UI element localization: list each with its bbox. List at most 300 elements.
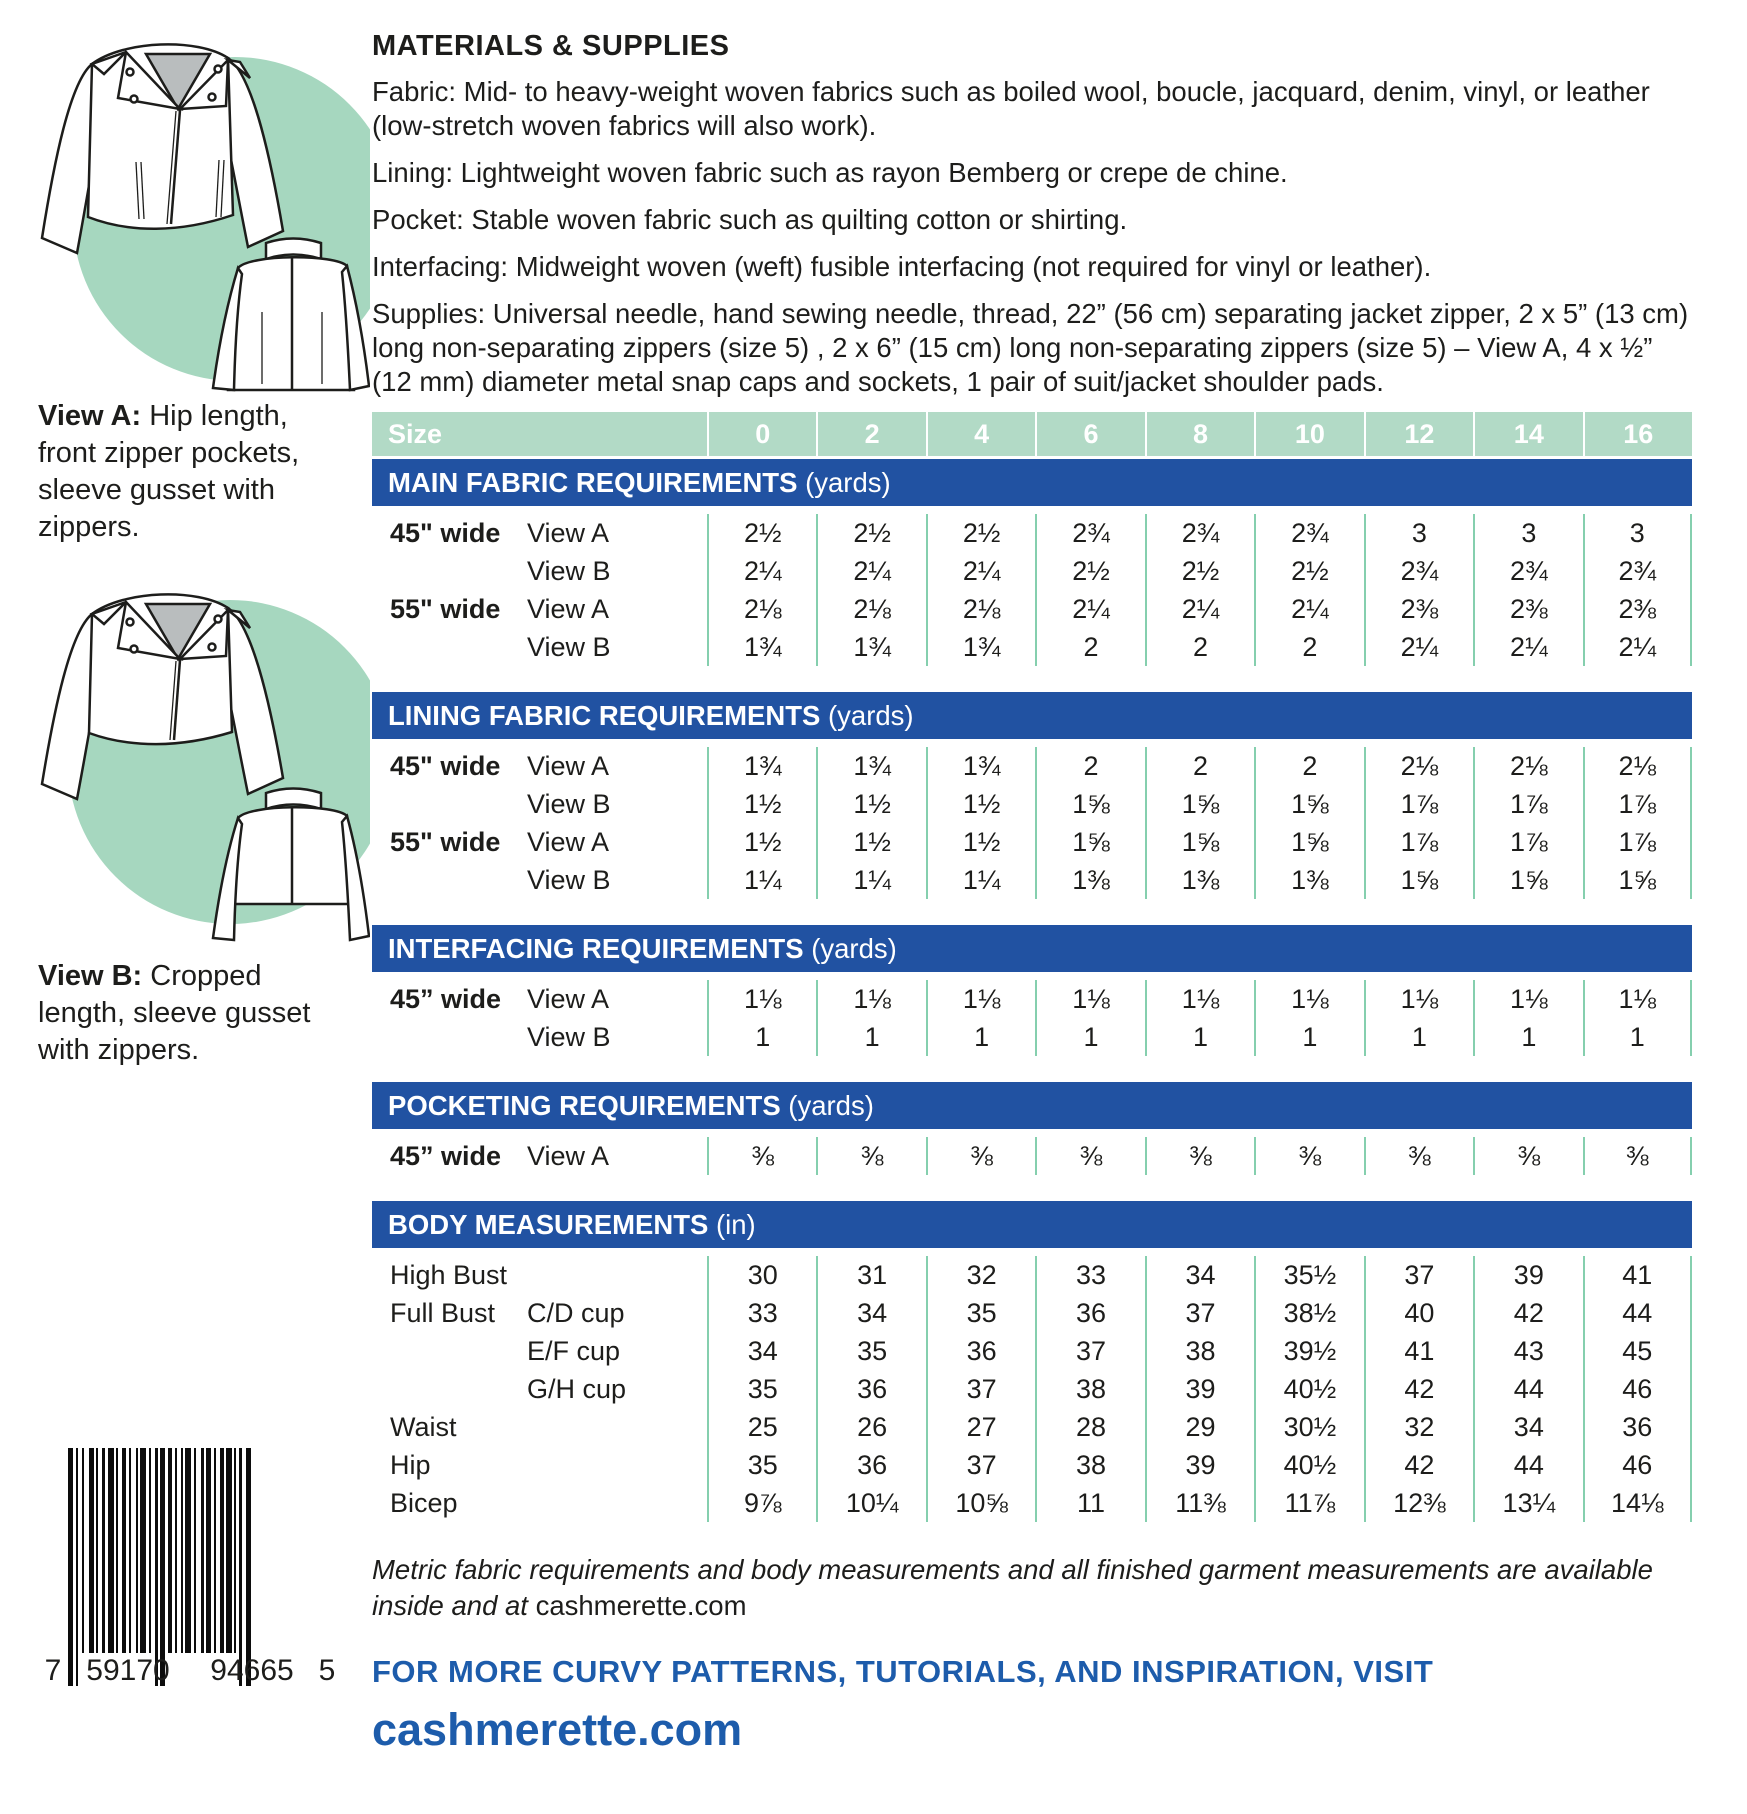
row-label [372,1370,527,1408]
size-column-label: 2 [816,412,925,456]
table-row [372,1370,1692,1408]
size-column-label: 6 [1035,412,1144,456]
table-cell: 1¼ [816,861,925,899]
barcode-bars [68,1448,251,1688]
barcode-bar [68,1448,73,1686]
table-row [372,590,1692,628]
table-cell: 2¾ [1473,552,1582,590]
table-cell: 31 [816,1256,925,1294]
row-label [372,552,527,590]
table-rows [372,514,1692,666]
table-cell: 1 [926,1018,1035,1056]
table-cell: 1½ [926,823,1035,861]
table-cell: 44 [1473,1446,1582,1484]
materials-title: MATERIALS & SUPPLIES [372,30,730,62]
table-cell: 34 [1473,1408,1582,1446]
table-cell: 1⅛ [816,980,925,1018]
table-cell: 2¼ [1035,590,1144,628]
row-label [372,861,527,899]
table-cell: 1 [1145,1018,1254,1056]
table-row [372,1484,1692,1522]
table-cell: 1⅝ [1473,861,1582,899]
table-cell: 35½ [1254,1256,1363,1294]
table-cell: 35 [707,1446,816,1484]
metric-footnote [372,1552,1692,1624]
table-cell: 1⅛ [1145,980,1254,1018]
table-cell: 9⅞ [707,1484,816,1522]
table-cell: ⅜ [1145,1137,1254,1175]
table-cell: 1⅝ [1254,823,1363,861]
table-cell: 3 [1473,514,1582,552]
footnote-italic-text: Metric fabric requirements and body measurements and all finished garment measurements are available inside and at [372,1554,1653,1621]
barcode-digit: 5 [318,1654,336,1687]
size-column-label: 10 [1254,412,1363,456]
view-b-caption [38,958,348,1069]
table-cell: 11 [1035,1484,1144,1522]
barcode-bar [136,1448,138,1653]
pocket-paragraph: Pocket: Stable woven fabric such as quilting cotton or shirting. [372,204,1128,235]
row-label: 45” wide [390,1141,502,1171]
table-cell: 2½ [926,514,1035,552]
table-cell: 42 [1364,1446,1473,1484]
table-cell: 2½ [1035,552,1144,590]
table-cell: 2¾ [1583,552,1692,590]
jacket-view-b-drawing [30,552,370,942]
table-cell: 39 [1145,1370,1254,1408]
table-cell: 2¾ [1035,514,1144,552]
table-cell: 2½ [707,514,816,552]
table-cell: 12⅜ [1364,1484,1473,1522]
table-cell: 44 [1473,1370,1582,1408]
table-cell: 2⅜ [1364,590,1473,628]
barcode-bar [168,1448,172,1653]
table-cell: 10¼ [816,1484,925,1522]
table-cell: 2 [1035,747,1144,785]
table-row [372,861,1692,899]
table-rows [372,1256,1692,1522]
barcode-bar [185,1448,191,1653]
barcode-bar [160,1448,165,1686]
size-column-label: 0 [707,412,816,456]
table-cell: 36 [816,1370,925,1408]
table-cell: 2¼ [1583,628,1692,666]
row-sublabel: View A [527,751,610,781]
barcode-bar [108,1448,114,1653]
table-cell: 40 [1364,1294,1473,1332]
table-cell: 1⅞ [1583,823,1692,861]
table-cell: 2⅛ [707,590,816,628]
table-title: MAIN FABRIC REQUIREMENTS [388,467,798,498]
table-cell: 43 [1473,1332,1582,1370]
table-cell: 25 [707,1408,816,1446]
table-cell: 37 [1145,1294,1254,1332]
materials-and-tables-column [372,30,1692,1756]
supplies-paragraph: Supplies: Universal needle, hand sewing needle, thread, 22” (56 cm) separating jacket zipper, 2 x 5” (13 cm) long non-separating zippers (size 5) , 2 x 6” (15 cm) long non-separating zippers (size 5) – View A, 4 x ½” (12 mm) diameter metal snap caps and sockets, 1 pair of suit/jacket shoulder pads. [372,298,1689,397]
table-row [372,1294,1692,1332]
table-cell: 1⅛ [1364,980,1473,1018]
table-cell: 2¼ [707,552,816,590]
table-row [372,1332,1692,1370]
table-cell: 46 [1583,1370,1692,1408]
table-cell: 1⅝ [1145,785,1254,823]
row-sublabel [527,1256,707,1294]
table-cell: 42 [1364,1370,1473,1408]
table-cell: ⅜ [816,1137,925,1175]
table-title: POCKETING REQUIREMENTS [388,1090,781,1121]
row-sublabel: View B [527,632,611,662]
table-section-header [372,1201,1692,1248]
view-b-description: Cropped length, sleeve gusset with zippers. [38,960,311,1066]
row-label: High Bust [390,1260,508,1290]
table-row [372,747,1692,785]
table-cell: 28 [1035,1408,1144,1446]
table-cell: 34 [816,1294,925,1332]
barcode-bar [82,1448,84,1653]
table-cell: 2¼ [926,552,1035,590]
table-cell: 1 [1364,1018,1473,1056]
table-cell: 1⅛ [707,980,816,1018]
row-label: 45" wide [390,518,501,548]
table-cell: 1¾ [707,747,816,785]
fabric-paragraph: Fabric: Mid- to heavy-weight woven fabrics such as boiled wool, boucle, jacquard, denim, vinyl, or leather (low-stretch woven fabrics will also work). [372,76,1650,141]
table-cell: 1⅝ [1364,861,1473,899]
table-cell: 2¾ [1145,514,1254,552]
row-sublabel: C/D cup [527,1298,625,1328]
table-cell: 41 [1364,1332,1473,1370]
table-unit: (yards) [820,700,914,731]
barcode-bar [140,1448,146,1653]
interfacing-paragraph: Interfacing: Midweight woven (weft) fusible interfacing (not required for vinyl or leather). [372,251,1432,282]
table-title: BODY MEASUREMENTS [388,1209,709,1240]
barcode-digit-group: 59170 [86,1654,170,1687]
row-sublabel: E/F cup [527,1336,621,1366]
table-cell: 36 [926,1332,1035,1370]
table-cell: 32 [926,1256,1035,1294]
row-sublabel: View B [527,1022,611,1052]
view-a-description: Hip length, front zipper pockets, sleeve gusset with zippers. [38,400,300,543]
table-cell: 1¼ [926,861,1035,899]
table-cell: 1½ [707,823,816,861]
table-cell: 1¾ [816,628,925,666]
table-cell: 2 [1145,628,1254,666]
table-cell: 2¾ [1254,514,1363,552]
table-cell: 1⅞ [1473,785,1582,823]
table-cell: 1¾ [816,747,925,785]
size-column-label: 16 [1583,412,1692,456]
table-cell: 1 [816,1018,925,1056]
table-cell: 2¼ [1145,590,1254,628]
table-row [372,1018,1692,1056]
table-cell: 2⅛ [1364,747,1473,785]
table-row [372,628,1692,666]
barcode [40,1448,340,1708]
table-cell: 1 [1254,1018,1363,1056]
table-unit: (yards) [780,1090,874,1121]
table-cell: 1⅛ [1473,980,1582,1018]
table-cell: 38 [1035,1370,1144,1408]
table-cell: 2 [1254,628,1363,666]
barcode-bar [122,1448,126,1653]
view-b-illustration [30,552,370,942]
row-label: 55" wide [390,594,501,624]
table-rows [372,747,1692,899]
table-cell: 36 [816,1446,925,1484]
table-cell: 1⅞ [1583,785,1692,823]
barcode-bar [181,1448,183,1653]
table-cell: 27 [926,1408,1035,1446]
view-a-illustration [30,12,370,392]
table-cell: 3 [1364,514,1473,552]
table-cell: 32 [1364,1408,1473,1446]
lining-paragraph: Lining: Lightweight woven fabric such as rayon Bemberg or crepe de chine. [372,157,1288,188]
barcode-bar [129,1448,131,1653]
table-cell: 1⅞ [1473,823,1582,861]
table-cell: 42 [1473,1294,1582,1332]
size-column-label: 12 [1364,412,1473,456]
requirement-tables [372,459,1692,1522]
table-row [372,514,1692,552]
row-label: Hip [390,1450,431,1480]
table-cell: 39 [1473,1256,1582,1294]
size-column-label: 14 [1473,412,1582,456]
table-cell: 33 [1035,1256,1144,1294]
table-cell: 1⅛ [926,980,1035,1018]
table-cell: 30½ [1254,1408,1363,1446]
table-cell: ⅜ [1035,1137,1144,1175]
barcode-bar [194,1448,196,1653]
table-cell: 11⅜ [1145,1484,1254,1522]
row-sublabel: View B [527,789,611,819]
table-cell: 1 [1035,1018,1144,1056]
barcode-bar [76,1448,78,1686]
table-cell: 29 [1145,1408,1254,1446]
table-cell: 10⅝ [926,1484,1035,1522]
row-label [372,1332,527,1370]
table-cell: 40½ [1254,1370,1363,1408]
view-a-label: View A: [38,400,142,432]
table-cell: 41 [1583,1256,1692,1294]
barcode-bar [220,1448,224,1653]
row-sublabel [527,1408,707,1446]
barcode-bar [246,1448,251,1686]
table-cell: 26 [816,1408,925,1446]
table-cell: 13¼ [1473,1484,1582,1522]
footer-site-link[interactable]: cashmerette.com [372,1704,743,1755]
row-label: Full Bust [390,1298,496,1328]
barcode-bar [234,1448,236,1653]
table-cell: 38 [1145,1332,1254,1370]
table-cell: 2¼ [1364,628,1473,666]
table-cell: 35 [926,1294,1035,1332]
size-column-label: 8 [1145,412,1254,456]
barcode-bar [89,1448,94,1653]
table-rows [372,1137,1692,1175]
table-cell: 2¼ [816,552,925,590]
table-row [372,552,1692,590]
table-cell: 1½ [707,785,816,823]
table-cell: ⅜ [926,1137,1035,1175]
table-cell: 2½ [1254,552,1363,590]
row-sublabel: View A [527,518,610,548]
table-cell: 1⅞ [1364,823,1473,861]
view-a-caption [38,398,348,546]
table-cell: 2¼ [1254,590,1363,628]
table-cell: 2⅜ [1583,590,1692,628]
table-cell: 38 [1035,1446,1144,1484]
table-cell: 34 [1145,1256,1254,1294]
jacket-view-a-drawing [30,12,370,392]
table-cell: 2 [1145,747,1254,785]
row-sublabel: View A [527,1141,610,1171]
row-label [372,628,527,666]
table-cell: 2½ [1145,552,1254,590]
table-cell: 2¼ [1473,628,1582,666]
table-section-header [372,692,1692,739]
table-cell: 1⅝ [1583,861,1692,899]
row-label: 45" wide [390,751,501,781]
table-cell: ⅜ [1254,1137,1363,1175]
table-cell: 11⅞ [1254,1484,1363,1522]
table-cell: 36 [1035,1294,1144,1332]
table-cell: 2⅜ [1473,590,1582,628]
table-cell: 1¾ [926,628,1035,666]
table-unit: (yards) [797,467,891,498]
table-cell: 14⅛ [1583,1484,1692,1522]
table-cell: 44 [1583,1294,1692,1332]
view-b-label: View B: [38,960,143,992]
size-header-row [372,412,1692,456]
barcode-bar [206,1448,211,1653]
table-cell: 1 [1583,1018,1692,1056]
barcode-bar [226,1448,232,1653]
table-cell: 1½ [926,785,1035,823]
row-label: Waist [390,1412,457,1442]
table-unit: (yards) [803,933,897,964]
barcode-bar [175,1448,177,1653]
table-cell: 36 [1583,1408,1692,1446]
barcode-bar [155,1448,158,1686]
table-cell: 2⅛ [816,590,925,628]
table-cell: 1⅛ [1035,980,1144,1018]
table-cell: 1⅝ [1145,823,1254,861]
table-cell: 1¼ [707,861,816,899]
size-column-label: 4 [926,412,1035,456]
row-sublabel: View B [527,556,611,586]
table-cell: 37 [926,1370,1035,1408]
table-rows [372,980,1692,1056]
table-row [372,1408,1692,1446]
table-cell: 45 [1583,1332,1692,1370]
row-sublabel: View A [527,594,610,624]
table-cell: 38½ [1254,1294,1363,1332]
row-label [372,785,527,823]
footnote-site-text: cashmerette.com [535,1590,747,1621]
table-cell: 35 [707,1370,816,1408]
table-section-header [372,1082,1692,1129]
row-sublabel [527,1484,707,1522]
barcode-bar [149,1448,151,1653]
row-sublabel: View A [527,827,610,857]
row-label: Bicep [390,1488,458,1518]
table-row [372,980,1692,1018]
table-cell: 1½ [816,785,925,823]
row-label [372,1018,527,1056]
barcode-digit-group: 94665 [210,1654,294,1687]
table-cell: 1⅜ [1145,861,1254,899]
table-cell: 1 [1473,1018,1582,1056]
table-cell: 39 [1145,1446,1254,1484]
row-sublabel [527,1446,707,1484]
row-sublabel: View B [527,865,611,895]
table-row [372,1137,1692,1175]
barcode-digit: 7 [44,1654,62,1687]
table-cell: 2¾ [1364,552,1473,590]
table-cell: 2⅛ [1473,747,1582,785]
barcode-bar [201,1448,204,1653]
table-cell: 3 [1583,514,1692,552]
barcode-bar [102,1448,105,1653]
table-cell: 37 [1364,1256,1473,1294]
table-cell: 1⅝ [1035,785,1144,823]
table-row [372,823,1692,861]
table-cell: 1⅛ [1583,980,1692,1018]
row-sublabel: View A [527,984,610,1014]
table-cell: 1½ [816,823,925,861]
table-section-header [372,925,1692,972]
table-cell: 2 [1035,628,1144,666]
barcode-bar [96,1448,98,1653]
table-title: INTERFACING REQUIREMENTS [388,933,804,964]
table-cell: 1⅝ [1254,785,1363,823]
table-cell: 35 [816,1332,925,1370]
table-cell: 2⅛ [1583,747,1692,785]
table-unit: (in) [708,1209,756,1240]
row-sublabel: G/H cup [527,1374,627,1404]
barcode-bar [116,1448,118,1653]
table-cell: 37 [926,1446,1035,1484]
table-cell: 34 [707,1332,816,1370]
table-row [372,785,1692,823]
table-cell: 1 [707,1018,816,1056]
table-section-header [372,459,1692,506]
table-cell: 39½ [1254,1332,1363,1370]
table-cell: 2⅛ [926,590,1035,628]
table-cell: 40½ [1254,1446,1363,1484]
table-cell: ⅜ [1364,1137,1473,1175]
table-row [372,1256,1692,1294]
table-cell: 1⅞ [1364,785,1473,823]
table-cell: ⅜ [1473,1137,1582,1175]
footer-tagline: FOR MORE CURVY PATTERNS, TUTORIALS, AND INSPIRATION, VISIT [372,1654,1434,1689]
table-cell: 1⅜ [1254,861,1363,899]
table-cell: 46 [1583,1446,1692,1484]
barcode-digits [40,1654,340,1688]
barcode-bar [239,1448,242,1686]
table-title: LINING FABRIC REQUIREMENTS [388,700,821,731]
table-cell: 1⅝ [1035,823,1144,861]
table-cell: ⅜ [1583,1137,1692,1175]
table-cell: 2½ [816,514,925,552]
row-label: 45” wide [390,984,502,1014]
table-cell: 1¾ [926,747,1035,785]
table-cell: ⅜ [707,1137,816,1175]
size-header-label: Size [388,419,443,449]
table-cell: 37 [1035,1332,1144,1370]
table-cell: 1⅜ [1035,861,1144,899]
table-cell: 33 [707,1294,816,1332]
table-cell: 1⅛ [1254,980,1363,1018]
table-cell: 30 [707,1256,816,1294]
